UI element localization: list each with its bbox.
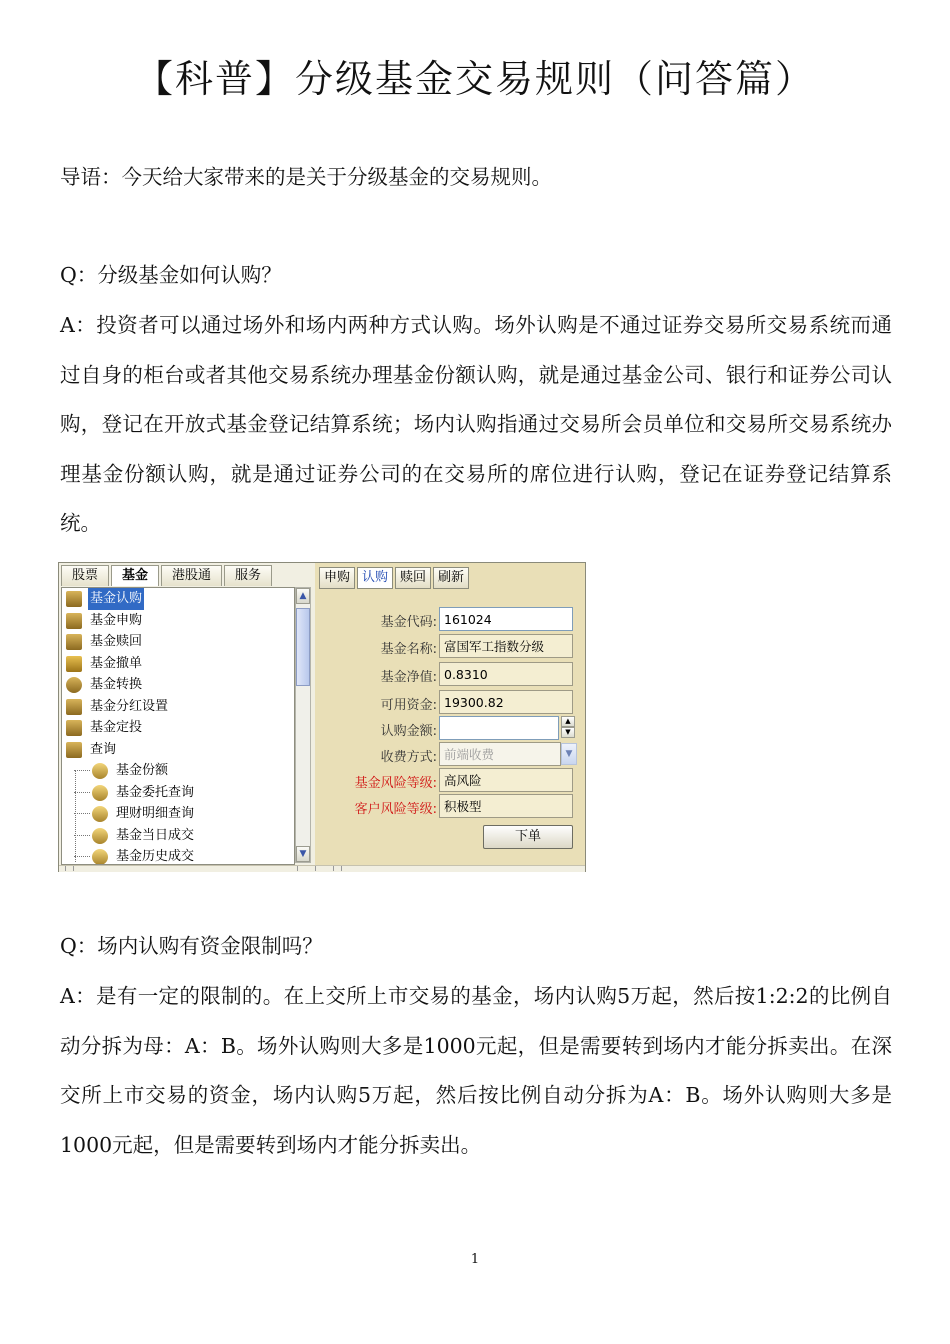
tree-item-label: 基金份额: [116, 763, 169, 778]
magnifier-icon: [92, 849, 108, 865]
tree-item-fund-convert[interactable]: [62, 674, 294, 696]
tree-item-cancel-order[interactable]: [62, 653, 294, 675]
magnifier-icon: [92, 806, 108, 822]
fee-method-label: 收费方式:: [380, 750, 437, 765]
page-number: 1: [470, 1252, 480, 1267]
subscription-form-pane: [315, 563, 585, 865]
fund-purchase-icon: [66, 613, 82, 629]
question-2: Q：场内认购有资金限制吗？: [60, 934, 323, 958]
magnifier-icon: [92, 828, 108, 844]
tab-stock-connect[interactable]: 港股通: [161, 565, 222, 586]
menu-tree: [61, 587, 295, 865]
client-risk-row: [315, 794, 585, 820]
fund-risk-row: [315, 768, 585, 794]
fund-risk-value: 高风险: [439, 768, 573, 792]
convert-icon: [66, 677, 82, 693]
fund-subscribe-icon: [66, 591, 82, 607]
fund-name-row: [315, 634, 585, 660]
tree-item-label: 基金委托查询: [116, 784, 195, 800]
fee-method-select[interactable]: 前端收费: [439, 742, 561, 766]
tree-item-order-query[interactable]: [62, 782, 294, 804]
tree-scrollbar[interactable]: [295, 587, 311, 863]
tab-purchase[interactable]: 申购: [319, 567, 355, 589]
tree-item-label: 基金撤单: [90, 655, 143, 671]
client-risk-value: 积极型: [439, 794, 573, 818]
tab-funds[interactable]: 基金: [111, 565, 159, 586]
subscription-amount-row: [315, 716, 585, 742]
stepper-up-icon[interactable]: ▲: [561, 716, 575, 727]
scroll-down-icon[interactable]: ▼: [296, 846, 310, 862]
tree-item-label: 理财明细查询: [116, 806, 195, 821]
document-title: 【科普】分级基金交易规则（问答篇）: [134, 57, 815, 101]
subscription-amount-input[interactable]: [439, 716, 559, 740]
question-1: Q：分级基金如何认购？: [60, 263, 282, 287]
tree-item-label: 基金申购: [90, 612, 143, 628]
dividend-settings-icon: [66, 699, 82, 715]
tree-item-fund-purchase[interactable]: [62, 610, 294, 632]
fixed-investment-icon: [66, 720, 82, 736]
magnifier-icon: [92, 785, 108, 801]
fund-risk-label: 基金风险等级:: [354, 776, 437, 791]
tree-item-fund-shares[interactable]: [62, 760, 294, 782]
place-order-button[interactable]: 下单: [483, 825, 573, 849]
scroll-thumb[interactable]: [296, 608, 310, 686]
tree-item-label: 基金赎回: [90, 634, 143, 649]
action-tabs: [319, 567, 471, 589]
tree-item-label: 基金当日成交: [116, 827, 195, 843]
tree-item-today-deals[interactable]: [62, 825, 294, 847]
fund-redeem-icon: [66, 634, 82, 650]
tree-item-fund-subscribe[interactable]: [62, 588, 294, 610]
stepper-down-icon[interactable]: ▼: [561, 727, 575, 738]
tree-item-fixed-investment[interactable]: [62, 717, 294, 739]
fund-nav-row: [315, 662, 585, 688]
fund-code-input[interactable]: 161024: [439, 607, 573, 631]
tree-item-history-deals[interactable]: [62, 846, 294, 865]
tree-item-query[interactable]: [62, 739, 294, 761]
subscription-amount-label: 认购金额:: [380, 724, 437, 739]
tree-item-fund-redeem[interactable]: [62, 631, 294, 653]
tab-redeem[interactable]: 赎回: [395, 567, 431, 589]
tree-item-label: 基金认购: [88, 588, 144, 610]
menu-pane: [59, 563, 311, 865]
tab-services[interactable]: 服务: [224, 565, 272, 586]
fee-method-row: [315, 742, 585, 768]
tree-item-label: 基金定投: [90, 720, 143, 735]
query-icon: [66, 742, 82, 758]
fund-nav-label: 基金净值:: [380, 670, 437, 685]
client-risk-label: 客户风险等级:: [354, 802, 437, 817]
fund-trading-screenshot: [58, 562, 586, 872]
available-funds-row: [315, 690, 585, 716]
tree-item-dividend-settings[interactable]: [62, 696, 294, 718]
tree-item-label: 基金转换: [90, 677, 143, 692]
magnifier-icon: [92, 763, 108, 779]
fund-name-label: 基金名称:: [380, 642, 437, 657]
fund-nav-value: 0.8310: [439, 662, 573, 686]
fund-code-label: 基金代码:: [380, 615, 437, 630]
cancel-order-icon: [66, 656, 82, 672]
available-funds-label: 可用资金:: [380, 698, 437, 713]
tab-subscribe[interactable]: 认购: [357, 567, 393, 589]
fund-name-value: 富国军工指数分级: [439, 634, 573, 658]
scroll-up-icon[interactable]: ▲: [296, 588, 310, 604]
category-tabs: [61, 565, 309, 587]
intro-paragraph: 导语：今天给大家带来的是关于分级基金的交易规则。: [60, 165, 552, 189]
answer-1: A：投资者可以通过场外和场内两种方式认购。场外认购是不通过证券交易所交易系统而通过自身的柜台或者其他交易系统办理基金份额认购，就是通过基金公司、银行和证券公司认购，登记在开放式基金登记结算系统；场内认购指通过交易所会员单位和交易所交易系统办理基金份额认购，就是通过证券公司的在交易所的席位进行认购，登记在证券登记结算系统。: [60, 313, 892, 535]
fund-code-row: [315, 607, 585, 633]
tab-refresh[interactable]: 刷新: [433, 567, 469, 589]
amount-stepper[interactable]: [561, 716, 575, 740]
status-bar: [59, 865, 585, 872]
tree-item-label: 查询: [90, 741, 117, 757]
tree-item-label: 基金历史成交: [116, 849, 195, 864]
tree-item-wealth-detail-query[interactable]: [62, 803, 294, 825]
answer-2: A：是有一定的限制的。在上交所上市交易的基金，场内认购5万起，然后按1:2:2的比例自动分拆为母：A：B。场外认购则大多是1000元起，但是需要转到场内才能分拆卖出。在深交所上市交易的资金，场内认购5万起，然后按比例自动分拆为A：B。场外认购则大多是1000元起，但是需要转到场内才能分拆卖出。: [60, 984, 892, 1157]
tree-item-label: 基金分红设置: [90, 698, 169, 714]
available-funds-value: 19300.82: [439, 690, 573, 714]
tab-stocks[interactable]: 股票: [61, 565, 109, 586]
chevron-down-icon[interactable]: ▼: [561, 743, 577, 765]
